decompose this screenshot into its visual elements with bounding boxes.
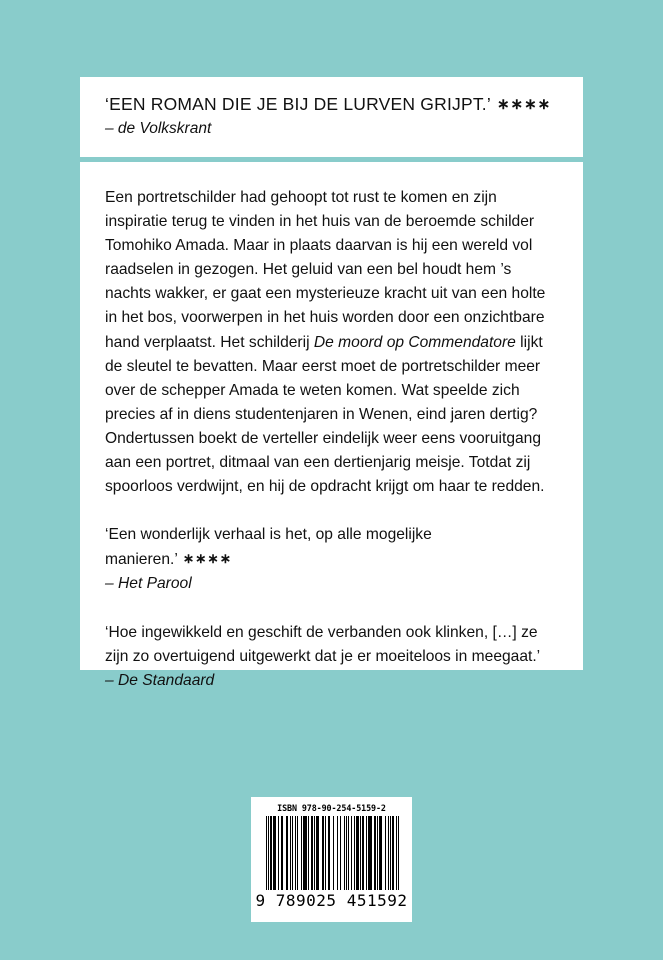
- blurb-text-part-1: Een portretschilder had gehoopt tot rust te komen en zijn inspiratie terug te vinden in het huis van de beroemde schilder Tomohiko Amada. Maar in plaats daarvan is hij een wereld vol raadselen in gezogen. Het geluid van een bel houdt hem ’s nachts wakker, er gaat een mysterieuze kracht uit van een holte in het bos, voorwerpen in het huis worden door een onzichtbare hand verplaatst. Het schilderij: [105, 189, 546, 351]
- review-quote-text: [105, 523, 561, 572]
- review-quote-parool: [105, 523, 561, 596]
- blurb-text-part-2: lijkt de sleutel te bevatten. Maar eerst moet de portretschilder meer over de schepper Amada te weten komen. Wat speelde zich precies af in diens studentenjaren in Wenen, eind jaren dertig? Ondertussen boekt de verteller eindelijk weer eens vooruitgang aan een portret, ditmaal van een dertienjarig meisje. Totdat zij spoorloos verdwijnt, en hij de opdracht krijgt om haar te redden.: [105, 333, 545, 496]
- barcode-panel: [251, 797, 412, 922]
- blurb-panel: [80, 162, 583, 689]
- header-quote-panel: [80, 77, 583, 157]
- headline-star-rating: ∗∗∗∗: [496, 96, 552, 113]
- review-quote-standaard: [105, 621, 561, 693]
- review-quote-source: – Het Parool: [105, 575, 192, 593]
- review-quote-body: ‘Hoe ingewikkeld en geschift de verbanden ook klinken, […] ze zijn zo overtuigend uitgewerkt dat je er moeiteloos in meegaat.’: [105, 623, 541, 665]
- headline-quote-row: [105, 94, 583, 115]
- review-quote-text: [105, 621, 561, 669]
- isbn-label: ISBN 978-90-254-5159-2: [277, 803, 386, 813]
- review-star-rating: ∗∗∗∗: [182, 551, 233, 567]
- ean-digits: 9 789025 451592: [255, 891, 408, 910]
- review-quote-source: – De Standaard: [105, 671, 215, 689]
- blurb-paragraph: [105, 186, 561, 499]
- headline-quote-source: – de Volkskrant: [105, 120, 212, 137]
- headline-quote-text: ‘EEN ROMAN DIE JE BIJ DE LURVEN GRIJPT.’: [105, 94, 491, 114]
- painting-title: De moord op Commendatore: [313, 333, 516, 351]
- review-quote-body: ‘Een wonderlijk verhaal is het, op alle mogelijke manieren.’: [105, 526, 432, 569]
- barcode-bars: [265, 816, 399, 890]
